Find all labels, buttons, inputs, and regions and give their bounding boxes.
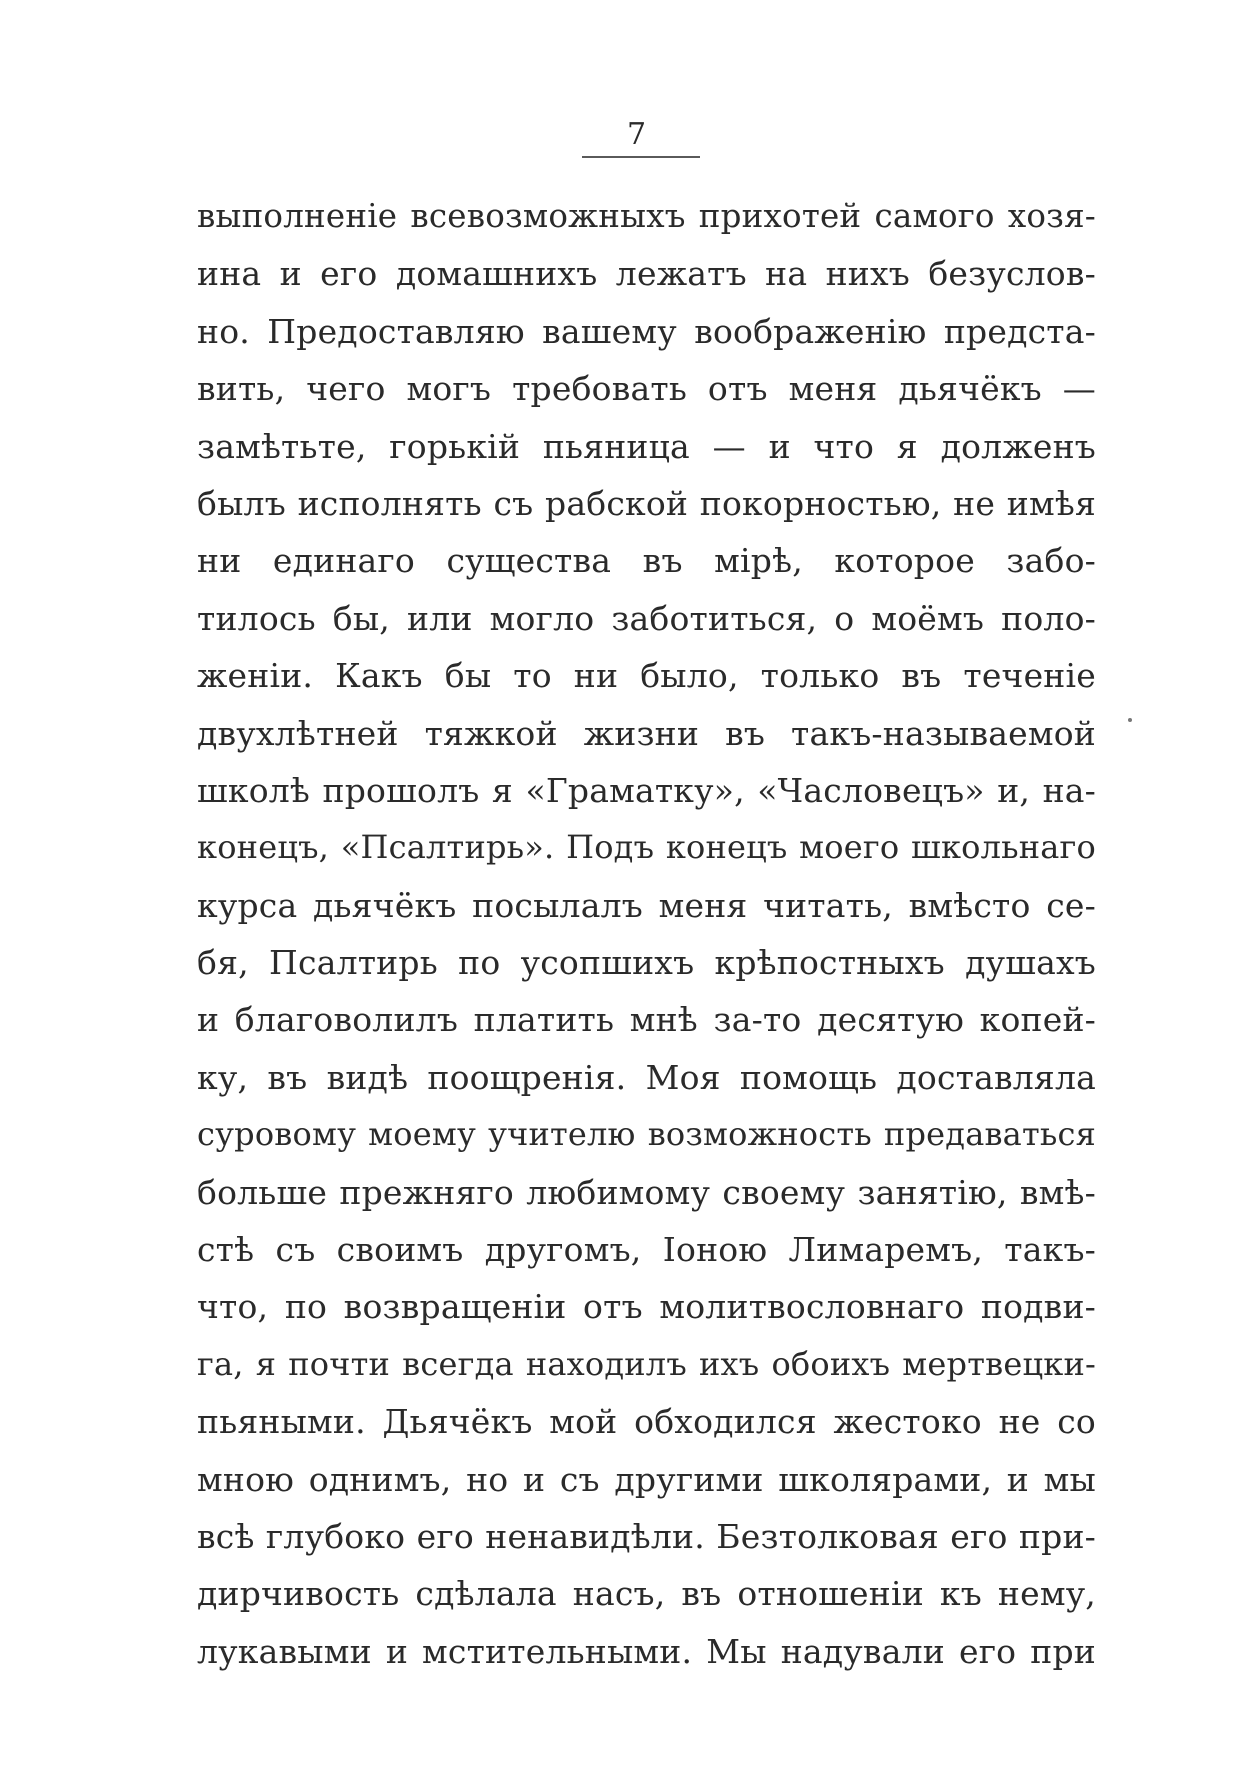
text-line: курса дьячёкъ посылалъ меня читать, вмѣсто се- [197, 885, 1096, 925]
text-line: дирчивость сдѣлала насъ, въ отношеніи къ нему, [197, 1574, 1096, 1614]
text-line: ина и его домашнихъ лежатъ на нихъ безуслов- [197, 254, 1096, 294]
text-line: больше прежняго любимому своему занятію, вмѣ- [197, 1172, 1096, 1212]
text-line: что, по возвращеніи отъ молитвословнаго подви- [197, 1287, 1096, 1327]
text-line: вить, чего могъ требовать отъ меня дьячёкъ — [197, 369, 1096, 409]
text-line: выполненіе всевозможныхъ прихотей самого хозя- [197, 197, 1096, 235]
page-number: 7 [626, 117, 647, 152]
scan-speck [1128, 718, 1132, 722]
text-line: стѣ съ своимъ другомъ, Іоною Лимаремъ, такъ- [197, 1230, 1096, 1270]
text-line: суровому моему учителю возможность предаваться [197, 1115, 1096, 1154]
text-line: ку, въ видѣ поощренія. Моя помощь доставляла [197, 1057, 1096, 1097]
text-line: пьяными. Дьячёкъ мой обходился жестоко не со [197, 1402, 1096, 1442]
text-line: школѣ прошолъ я «Граматку», «Часловецъ» и, на- [197, 770, 1096, 810]
text-line: но. Предоставляю вашему воображенію предста- [197, 311, 1096, 351]
text-line: женіи. Какъ бы то ни было, только въ теченіе [197, 656, 1096, 696]
text-line: бя, Псалтирь по усопшихъ крѣпостныхъ душахъ [197, 943, 1096, 983]
text-line: ни единаго существа въ мірѣ, которое забо- [197, 541, 1096, 581]
text-line: га, я почти всегда находилъ ихъ обоихъ мертвецки- [197, 1344, 1096, 1383]
text-line: лукавыми и мстительными. Мы надували его при [197, 1631, 1096, 1671]
text-line: конецъ, «Псалтирь». Подъ конецъ моего школьнаго [197, 828, 1096, 867]
header-rule [582, 156, 700, 158]
text-line: и благоволилъ платить мнѣ за-то десятую копей- [197, 1000, 1096, 1040]
text-line: тилось бы, или могло заботиться, о моёмъ поло- [197, 598, 1096, 638]
text-line: двухлѣтней тяжкой жизни въ такъ-называемой [197, 713, 1096, 753]
text-line: мною однимъ, но и съ другими школярами, и мы [197, 1459, 1096, 1499]
text-line: всѣ глубоко его ненавидѣли. Безтолковая его при- [197, 1516, 1096, 1556]
text-line: замѣтьте, горькій пьяница — и что я долженъ [197, 426, 1096, 466]
body-text [197, 188, 1096, 1680]
text-line: былъ исполнять съ рабской покорностью, не имѣя [197, 483, 1096, 523]
